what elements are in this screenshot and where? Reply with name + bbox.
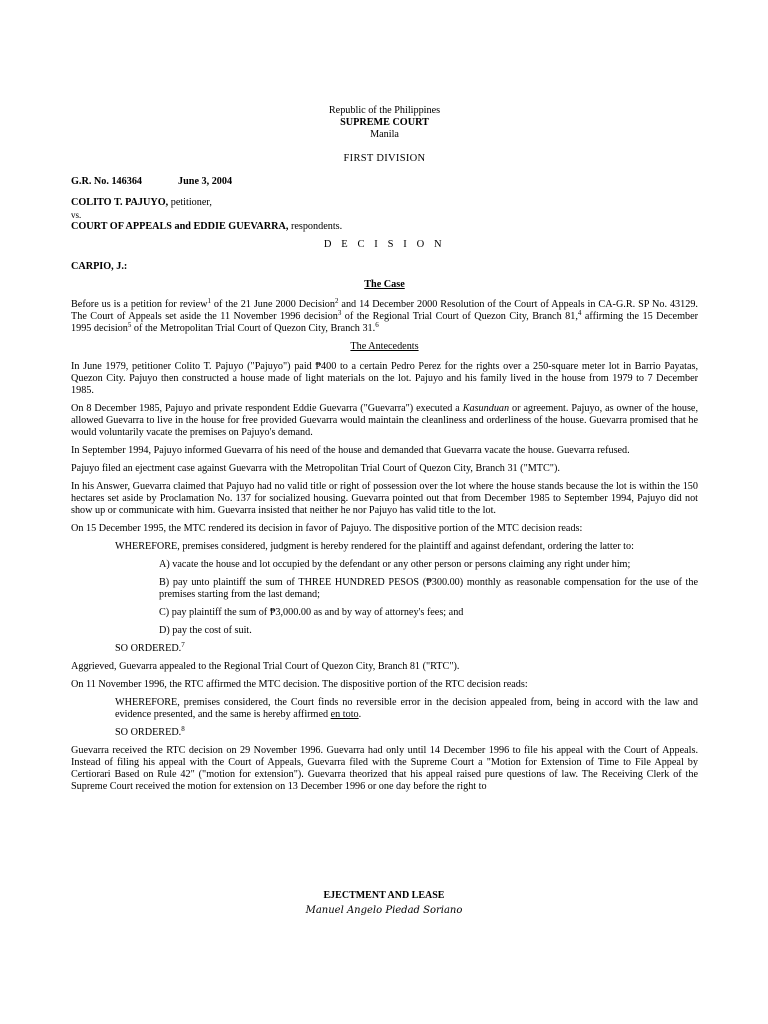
paragraph-the-case [71,299,698,335]
text-span: of the Regional Trial Court of Quezon City, Branch 81, [341,311,578,322]
mtc-quote-item-b: B) pay unto plaintiff the sum of THREE HUNDRED PESOS (₱300.00) monthly as reasonable compensation for the use of the premises starting from the last demand; [159,577,698,600]
respondent-line [71,221,698,233]
footnote-ref-2[interactable]: 2 [334,297,339,305]
rtc-quote-wherefore [115,697,698,721]
petitioner-role: petitioner, [168,197,212,208]
mtc-quote-wherefore: WHEREFORE, premises considered, judgment is hereby rendered for the plaintiff and against defendant, ordering the latter to: [115,541,634,552]
text-span: affirming the 15 December 1995 decision [71,311,698,334]
paragraph-1: In June 1979, petitioner Colito T. Pajuyo ("Pajuyo") paid ₱400 to a certain Pedro Perez for the rights over a 250-square meter lot in Barrio Payatas, Quezon City. Pajuyo then constructed a house made of light materials on the lot. Pajuyo and his family lived in the house from 1979 to 7 December 1985. [71,361,698,396]
mtc-quote-item-a: A) vacate the house and lot occupied by the defendant or any other person or persons claiming any right under him; [159,559,631,570]
respondent-role: respondents. [288,221,343,232]
text-span: and 14 December 2000 Resolution of the Court of Appeals in CA-G.R. SP No. 43129. The Court of Appeals set aside the 11 November 1996 decision [71,299,698,322]
text-span: WHEREFORE, premises considered, the Court finds no reversible error in the decision appealed from, being in accord with the law and evidence presented, and the same is hereby affirmed [115,697,698,720]
footer-title: EJECTMENT AND LEASE [323,890,445,901]
footnote-ref-1[interactable]: 1 [207,297,211,305]
mtc-quote-item-d: D) pay the cost of suit. [159,625,252,636]
text-span: or agreement. Pajuyo, as owner of the house, allowed Guevarra to live in the house for free provided Guevarra would maintain the cleanliness and orderliness of the house. Guevarra promised that he would voluntarily vacate the premises on Pajuyo's demand. [71,403,699,438]
footer-author: Manuel Angelo Piedad Soriano [305,905,463,916]
kasunduan-term: Kasunduan [462,403,510,414]
decision-date: June 3, 2004 [178,176,233,187]
paragraph-9: Guevarra received the RTC decision on 29 November 1996. Guevarra had only until 14 December 1996 to file his appeal with the Court of Appeals. Instead of filing his appeal with the Court of Appeals, Guevarra filed with the Supreme Court a "Motion for Extension of Time to File Appeal by Certiorari Based on Rule 42" ("motion for extension"). Guevarra theorized that his appeal raised pure questions of law. The Receiving Clerk of the Supreme Court received the motion for extension on 13 December 1996 or one day before the right to [71,745,698,792]
footnote-ref-6[interactable]: 6 [375,321,379,329]
heading-antecedents: The Antecedents [350,341,419,352]
mtc-quote-item-c: C) pay plaintiff the sum of ₱3,000.00 as and by way of attorney's fees; and [159,607,464,618]
paragraph-5: In his Answer, Guevarra claimed that Pajuyo had no valid title or right of possession over the lot where the house stands because the lot is within the 150 hectares set aside by Proclamation No. 137 for socialized housing. Guevarra pointed out that from December 1985 to September 1994, Pajuyo did not show up or communicate with him. Guevarra insisted that neither he nor Pajuyo has valid title to the lot. [71,481,698,516]
footnote-ref-7[interactable]: 7 [181,641,185,649]
mtc-so-ordered [115,643,698,655]
gr-number: G.R. No. 146364 [71,176,143,187]
petitioner-name: COLITO T. PAJUYO, [71,197,169,208]
paragraph-3: In September 1994, Pajuyo informed Guevarra of his need of the house and demanded that Guevarra vacate the house. Guevarra refused. [71,445,630,456]
text-span: On 8 December 1985, Pajuyo and private respondent Eddie Guevarra ("Guevarra") executed a [71,403,463,414]
versus-label: vs. [71,210,82,220]
court-city: Manila [370,129,399,140]
document-page [71,105,698,799]
footnote-ref-5[interactable]: 5 [127,321,132,329]
paragraph-8: On 11 November 1996, the RTC affirmed the MTC decision. The dispositive portion of the RTC decision reads: [71,679,528,690]
paragraph-7: Aggrieved, Guevarra appealed to the Regional Trial Court of Quezon City, Branch 81 ("RTC"). [71,661,460,672]
text-span: SO ORDERED. [115,727,182,738]
paragraph-4: Pajuyo filed an ejectment case against Guevarra with the Metropolitan Trial Court of Quezon City, Branch 31 ("MTC"). [71,463,560,474]
rtc-so-ordered [115,727,698,739]
petitioner-line [71,197,698,209]
paragraph-2 [71,403,698,439]
footnote-ref-3[interactable]: 3 [337,309,342,317]
court-name: SUPREME COURT [340,117,429,128]
respondent-name: COURT OF APPEALS and EDDIE GUEVARRA, [71,221,289,232]
footnote-ref-4[interactable]: 4 [577,309,582,317]
division-label: FIRST DIVISION [343,153,426,164]
decision-title: D E C I S I O N [323,239,446,250]
footnote-ref-8[interactable]: 8 [181,725,185,733]
text-span: Before us is a petition for review [71,299,208,310]
text-span: SO ORDERED. [115,643,182,654]
case-number-row [71,176,698,188]
republic-line: Republic of the Philippines [328,105,441,116]
text-span: . [358,709,362,720]
page-footer [0,890,768,916]
text-span: of the Metropolitan Trial Court of Quezon City, Branch 31. [131,323,376,334]
paragraph-6: On 15 December 1995, the MTC rendered its decision in favor of Pajuyo. The dispositive portion of the MTC decision reads: [71,523,583,534]
heading-the-case: The Case [364,279,405,290]
ponente: CARPIO, J.: [71,261,128,272]
text-span: of the 21 June 2000 Decision [210,299,335,310]
en-toto-term: en toto [330,709,359,720]
